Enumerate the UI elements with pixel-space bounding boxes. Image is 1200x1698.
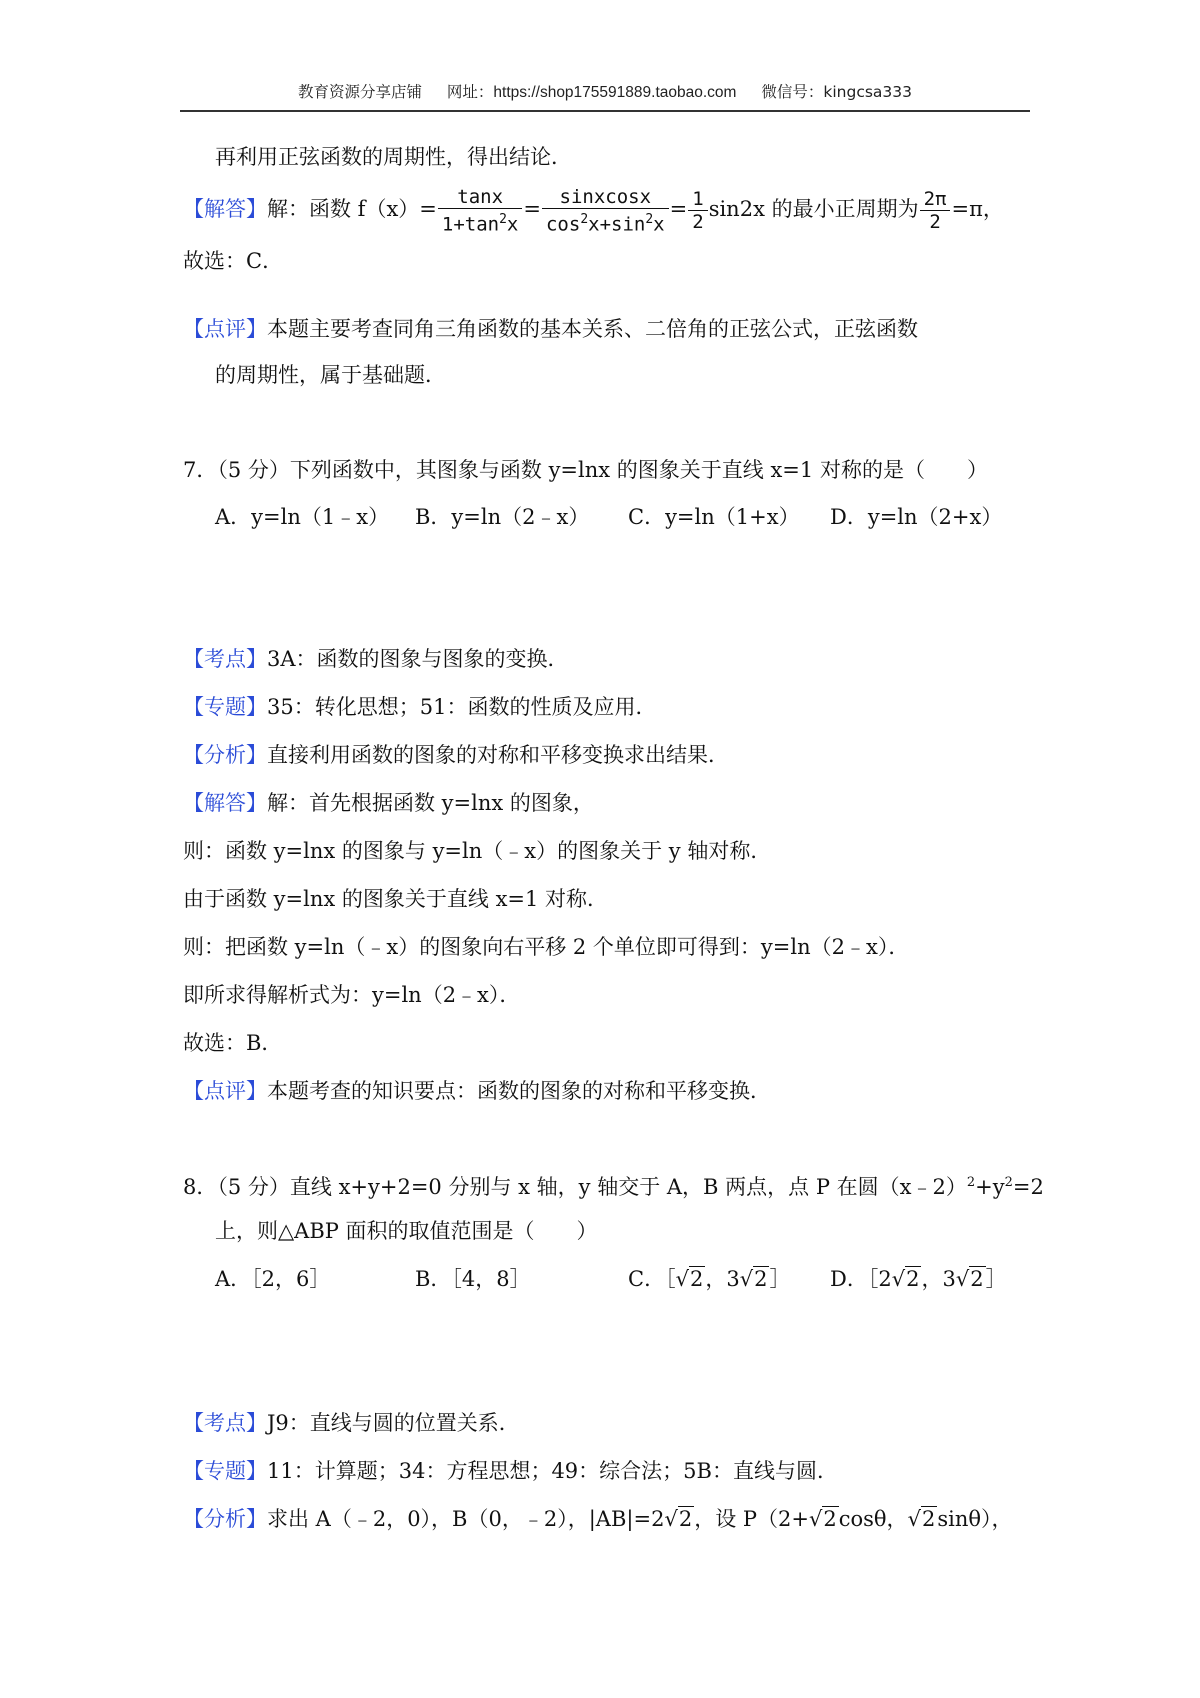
answer-pre: 解：函数 f（x）= xyxy=(267,197,437,222)
p6-choose: 故选：C． xyxy=(183,249,284,273)
answer-mid: sin2x 的最小正周期为 xyxy=(708,197,919,222)
q7-option-c: C．y=ln（1+x） xyxy=(628,505,800,529)
p6-comment xyxy=(183,314,918,344)
q7-step2: 由于函数 y=lnx 的图象关于直线 x=1 对称． xyxy=(183,887,609,911)
q7-choose: 故选：B． xyxy=(183,1031,283,1055)
q7-jieda: 【解答】解：首先根据函数 y=lnx 的图象， xyxy=(183,791,594,815)
q8-fenxi: 【分析】求出 A（﹣2，0），B（0，﹣2），|AB|=2√2，设 P（2+√2cosθ，√2sinθ）， xyxy=(183,1507,1013,1531)
q7-stem: 7．（5 分）下列函数中，其图象与函数 y=lnx 的图象关于直线 x=1 对称的是（ ） xyxy=(183,458,988,482)
answer-tag: 【解答】 xyxy=(183,197,267,222)
p6-answer: 【解答】解：函数 f（x）= $\frac{\tan x}{1+\tan^2x}$ = $\frac{\text{sinxcosx}}{\cos^2x+\sin^2x}$ = $\frac{1}{2}$ sin2x 的最小正周期为 $\frac{2\pi}{2}$ =π， xyxy=(183,186,1004,236)
fraction-period: $\frac{2\pi}{2}$ xyxy=(920,188,951,233)
page-header xyxy=(180,80,1030,102)
fraction-sincos: $\frac{\text{sinxcosx}}{\cos^2x+\sin^2x}$ xyxy=(542,186,669,235)
fraction-half: $\frac{1}{2}$ xyxy=(688,188,707,233)
q7-step3: 则：把函数 y=ln（﹣x）的图象向右平移 2 个单位即可得到：y=ln（2﹣x）． xyxy=(183,935,910,959)
shop-name: 教育资源分享店铺 xyxy=(297,83,422,101)
q8-kaodian: 【考点】J9：直线与圆的位置关系． xyxy=(183,1411,520,1435)
p6-comment-line2: 的周期性，属于基础题． xyxy=(215,363,446,387)
q8-option-b: B．［4，8］ xyxy=(415,1267,531,1291)
header-rule xyxy=(180,110,1030,112)
comment-tag: 【点评】 xyxy=(183,317,267,341)
sqrt-symbol: √2 xyxy=(675,1267,704,1291)
q7-zhuanti: 【专题】35：转化思想；51：函数的性质及应用． xyxy=(183,695,657,719)
q7-kaodian: 【考点】3A：函数的图象与图象的变换． xyxy=(183,647,569,671)
comment-line1: 本题主要考查同角三角函数的基本关系、二倍角的正弦公式，正弦函数 xyxy=(267,317,918,341)
q7-option-d: D．y=ln（2+x） xyxy=(830,505,1003,529)
shop-url[interactable]: 网址：https://shop175591889.taobao.com xyxy=(446,84,737,101)
answer-end: =π， xyxy=(951,197,1004,222)
q7-step4: 即所求得解析式为：y=ln（2﹣x）． xyxy=(183,983,521,1007)
q7-option-a: A．y=ln（1﹣x） xyxy=(215,505,390,529)
q7-step1: 则：函数 y=lnx 的图象与 y=ln（﹣x）的图象关于 y 轴对称． xyxy=(183,839,772,863)
q8-option-c: C．［√2，3√2］ xyxy=(628,1264,790,1294)
q8-option-d: D．［2√2，3√2］ xyxy=(830,1267,1007,1291)
q8-option-a: A．［2，6］ xyxy=(215,1267,331,1291)
q8-stem-line1: 8．（5 分）直线 x+y+2=0 分别与 x 轴，y 轴交于 A，B 两点，点 P 在圆$(x﹣2)^2+y^2=2$ xyxy=(183,1175,1044,1199)
q7-option-b: B．y=ln（2﹣x） xyxy=(415,505,590,529)
p6-analysis-tail: 再利用正弦函数的周期性，得出结论． xyxy=(215,145,572,169)
q8-stem-line2: 上，则△ABP 面积的取值范围是（ ） xyxy=(215,1219,598,1243)
q8-zhuanti: 【专题】11：计算题；34：方程思想；49：综合法；5B：直线与圆． xyxy=(183,1459,838,1483)
wechat-id: 微信号：kingcsa333 xyxy=(761,83,913,101)
q7-fenxi: 【分析】直接利用函数的图象的对称和平移变换求出结果． xyxy=(183,743,729,767)
fraction-tan: $\frac{\tan x}{1+\tan^2x}$ xyxy=(438,186,522,235)
q7-dianping: 【点评】本题考查的知识要点：函数的图象的对称和平移变换． xyxy=(183,1079,771,1103)
